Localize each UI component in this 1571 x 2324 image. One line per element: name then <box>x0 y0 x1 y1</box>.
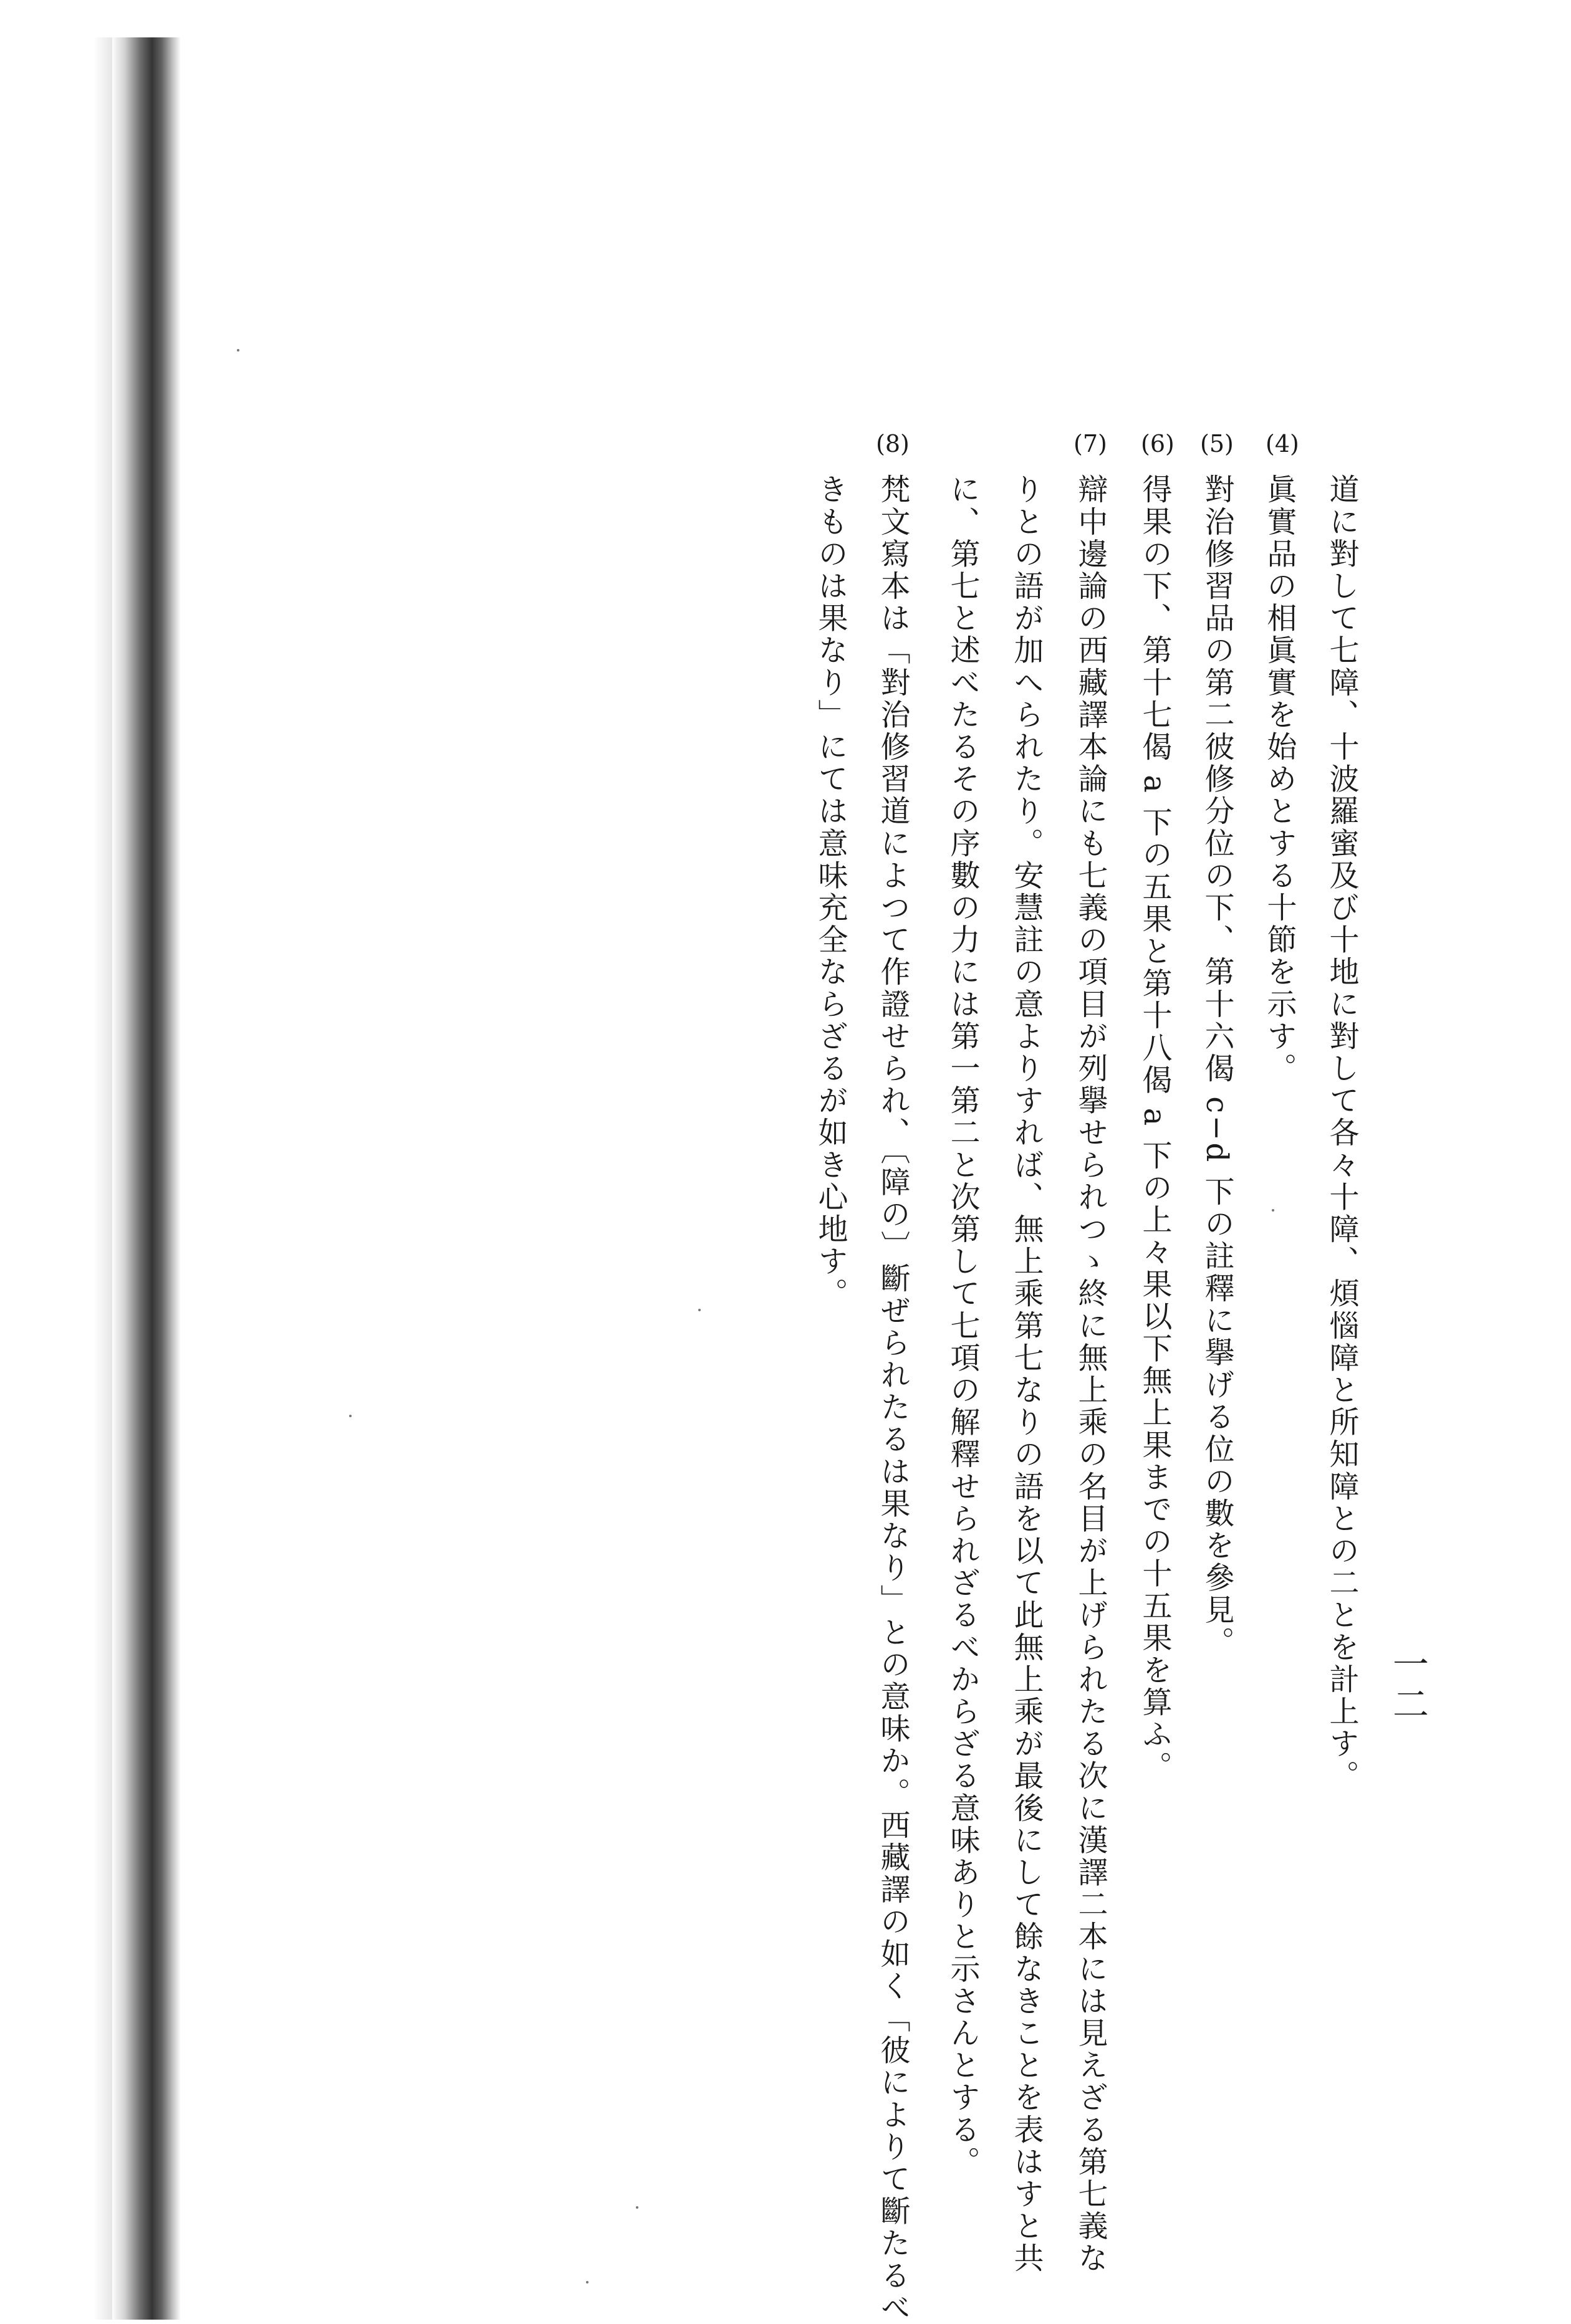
note-number: (5) <box>1200 430 1234 457</box>
scan-speck <box>1272 1209 1274 1212</box>
note-text-line: 梵文寫本は「對治修習道によつて作證せられ、〔障の〕斷ぜられたるは果なり」との意味か。西藏譯の如く「彼によりて斷たるべ <box>875 474 910 2324</box>
note-number: (8) <box>876 430 910 457</box>
note-text-line: 道に對して七障、十波羅蜜及び十地に對して各々十障、煩惱障と所知障との二とを計上す。 <box>1324 474 1359 1792</box>
note-number: (4) <box>1266 430 1299 457</box>
scan-speck <box>349 1415 352 1417</box>
note-number: (6) <box>1141 430 1175 457</box>
scan-speck <box>237 349 239 351</box>
note-text-line: りとの語が加へられたり。安慧註の意よりすれば、無上乘第七なりの語を以て此無上乘が最後にして餘なきことを表はすと共 <box>1009 474 1044 2275</box>
note-text-line: に、第七と述べたるその序數の力には第一第二と次第して七項の解釋せられざるべからざる意味ありと示さんとする。 <box>945 474 980 2178</box>
note-text-line: 辯中邊論の西藏譯本論にも七義の項目が列擧せられつゝ終に無上乘の名目が上げられたる次に漢譯二本には見えざる第七義な <box>1073 474 1108 2275</box>
note-text-line: 得果の下、第十七偈 a 下の五果と第十八偈 a 下の上々果以下無上果までの十五果を算ふ。 <box>1137 474 1172 1783</box>
scan-speck <box>698 1309 701 1311</box>
scan-speck <box>636 2206 638 2209</box>
book-binding-edge <box>112 37 181 2320</box>
scan-speck <box>586 2281 589 2283</box>
note-text-line: 對治修習品の第二彼修分位の下、第十六偈 c−d 下の註釋に擧げる位の數を參見。 <box>1199 474 1234 1658</box>
note-text-line: きものは果なり」にては意味充全ならざるが如き心地す。 <box>813 474 848 1310</box>
note-text-line: 眞實品の相眞實を始めとする十節を示す。 <box>1262 474 1297 1085</box>
note-number: (7) <box>1074 430 1107 457</box>
page-number: 一二 <box>1386 1645 1429 1725</box>
